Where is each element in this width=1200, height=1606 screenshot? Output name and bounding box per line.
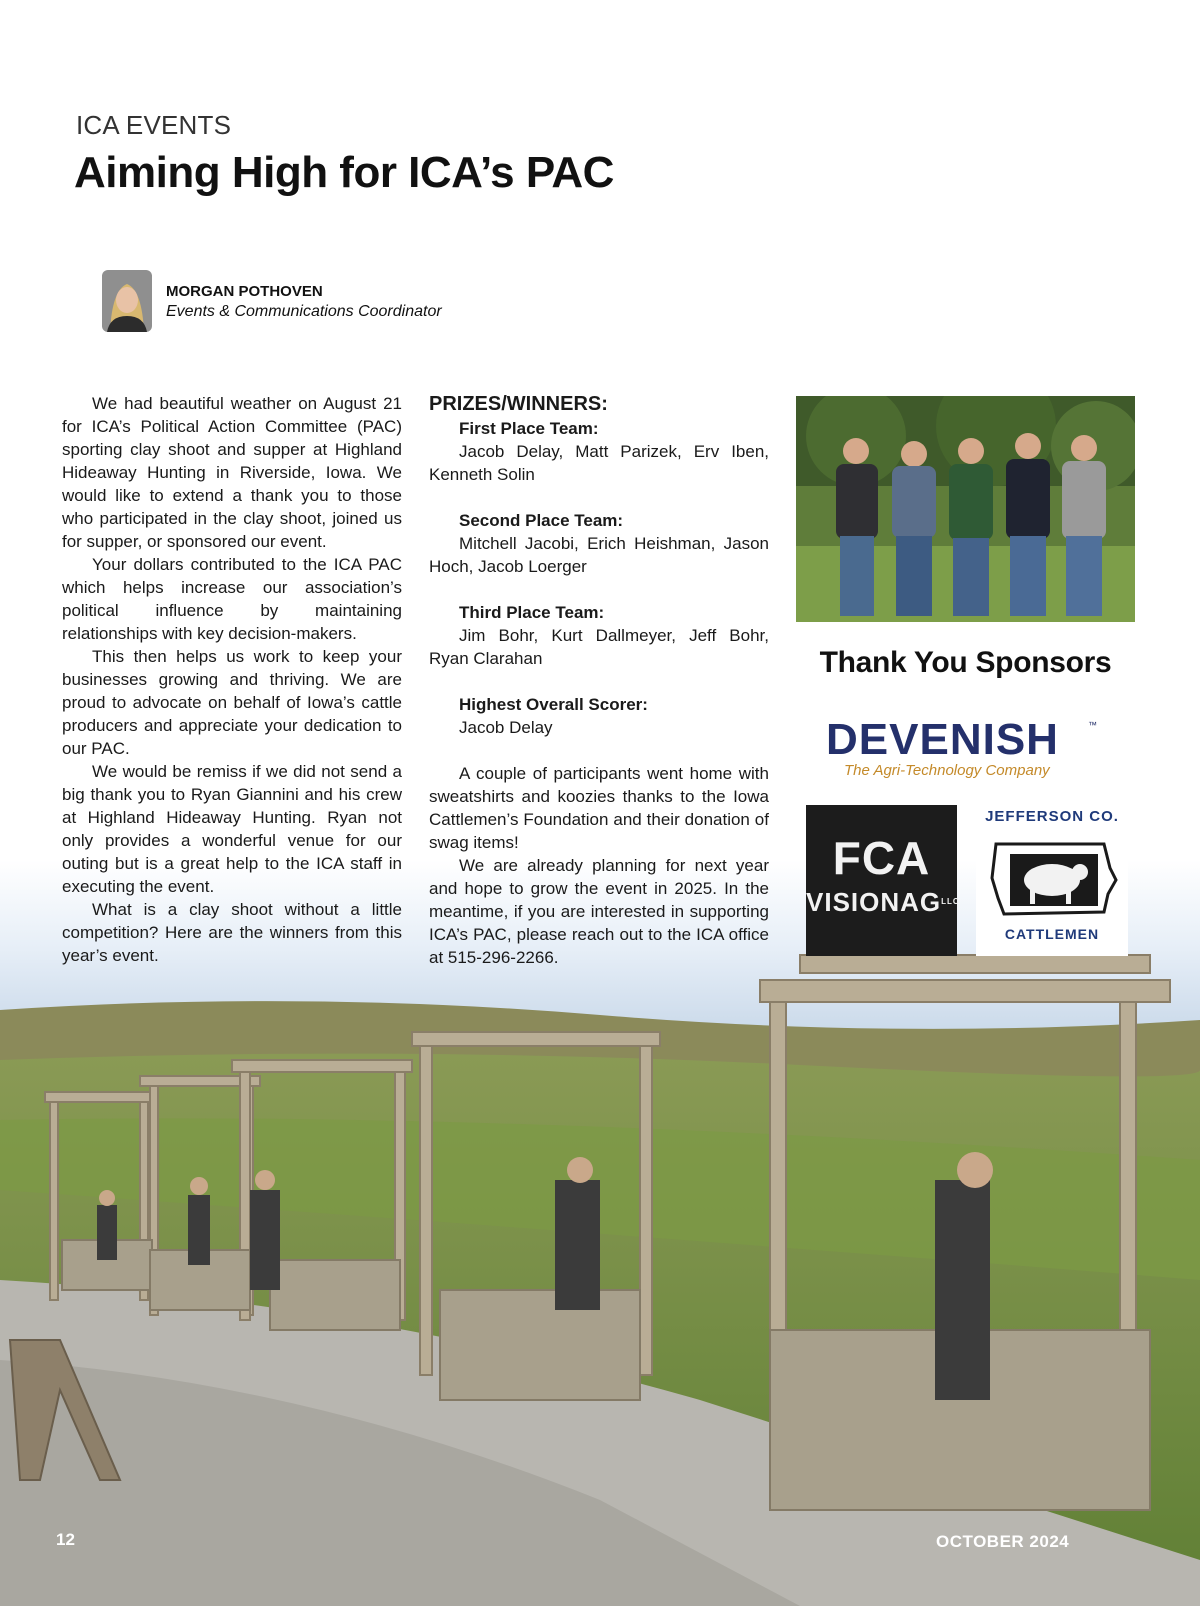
author-name: MORGAN POTHOVEN bbox=[166, 283, 323, 300]
author-avatar bbox=[102, 270, 152, 332]
page-number: 12 bbox=[56, 1530, 75, 1549]
top-scorer-label: Highest Overall Scorer: bbox=[459, 695, 648, 714]
jefferson-bottom-text: CATTLEMEN bbox=[1004, 926, 1100, 942]
article-column-2 bbox=[429, 392, 769, 969]
article-title: Aiming High for ICA’s PAC bbox=[74, 148, 614, 197]
devenish-tagline: The Agri-Technology Company bbox=[844, 762, 1050, 779]
first-place-label: First Place Team: bbox=[459, 419, 599, 438]
fca-wordmark: FCA bbox=[832, 832, 931, 884]
devenish-logo bbox=[826, 716, 1116, 790]
body-paragraph: We had beautiful weather on August 21 for ICA’s Political Action Committee (PAC) sporting clay shoot and supper at Highland Hideaway Hunting in Riverside, Iowa. We would like to extend a thank you to those who participated in the clay shoot, joined us for supper, or sponsored our event. bbox=[62, 394, 402, 551]
second-place-names: Mitchell Jacobi, Erich Heishman, Jason Hoch, Jacob Loerger bbox=[429, 534, 769, 576]
body-paragraph: This then helps us work to keep your businesses growing and thriving. We are proud to advocate on behalf of Iowa’s cattle producers and appreciate your dedication to our PAC. bbox=[62, 647, 402, 758]
winning-team-photo bbox=[796, 396, 1135, 622]
jefferson-cattlemen-logo bbox=[976, 808, 1128, 956]
first-place-names: Jacob Delay, Matt Parizek, Erv Iben, Kenneth Solin bbox=[429, 442, 769, 484]
clay-shoot-photo bbox=[0, 860, 1200, 1606]
section-label: ICA EVENTS bbox=[76, 110, 232, 140]
body-paragraph: Your dollars contributed to the ICA PAC which helps increase our association’s political influence by maintaining relationships with key decision-makers. bbox=[62, 555, 402, 643]
devenish-trademark: ™ bbox=[1088, 720, 1097, 730]
prizes-heading: PRIZES/WINNERS: bbox=[429, 393, 608, 415]
body-paragraph: A couple of participants went home with sweatshirts and koozies thanks to the Iowa Cattlemen’s Foundation and their donation of swag items! bbox=[429, 764, 769, 852]
body-paragraph: We would be remiss if we did not send a big thank you to Ryan Giannini and his crew at Highland Hideaway Hunting. Ryan not only provides a wonderful venue for our outing but is a great help to the ICA staff in executing the event. bbox=[62, 762, 402, 896]
body-paragraph: What is a clay shoot without a little competition? Here are the winners from this year’s event. bbox=[62, 900, 402, 965]
top-scorer-name: Jacob Delay bbox=[459, 718, 553, 737]
visionag-wordmark: VISIONAG bbox=[806, 887, 942, 917]
third-place-names: Jim Bohr, Kurt Dallmeyer, Jeff Bohr, Ryan Clarahan bbox=[429, 626, 769, 668]
third-place-label: Third Place Team: bbox=[459, 603, 605, 622]
issue-date: OCTOBER 2024 bbox=[936, 1532, 1070, 1551]
author-role: Events & Communications Coordinator bbox=[166, 303, 442, 320]
second-place-label: Second Place Team: bbox=[459, 511, 624, 530]
body-paragraph: We are already planning for next year and hope to grow the event in 2025. In the meantime, if you are interested in supporting ICA’s PAC, please reach out to the ICA office at 515-296-2266. bbox=[429, 856, 769, 967]
devenish-wordmark: DEVENISH bbox=[826, 715, 1059, 764]
fca-llc: LLC bbox=[941, 897, 960, 906]
article-column-1 bbox=[62, 392, 402, 967]
sponsors-heading: Thank You Sponsors bbox=[819, 646, 1112, 679]
jefferson-top-text: JEFFERSON CO. bbox=[985, 808, 1119, 825]
author-byline bbox=[102, 270, 442, 332]
fca-visionag-logo bbox=[806, 805, 960, 956]
